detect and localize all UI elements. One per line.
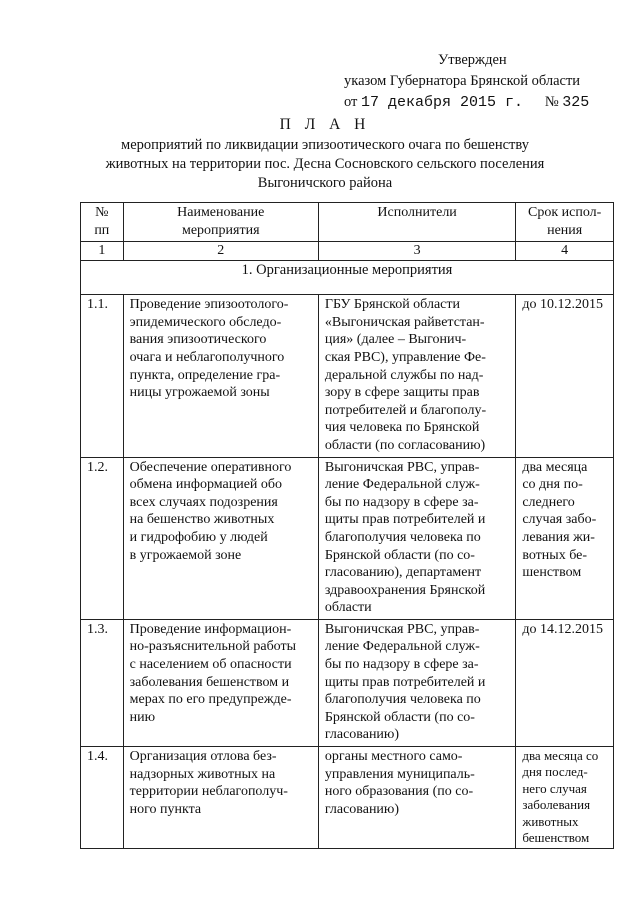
header-num: № пп (81, 203, 124, 242)
approval-line-decree: указом Губернатора Брянской области (344, 73, 581, 89)
table-row (81, 619, 614, 746)
row-name: Организация отлова без- надзорных животных на территории неблагополуч- ного пункта (123, 747, 318, 849)
title-line-3: Выгоничского района (257, 175, 393, 191)
table-row (81, 457, 614, 619)
title-heading: П Л А Н (279, 116, 371, 133)
column-index-3: 3 (318, 242, 515, 261)
row-name: Обеспечение оперативного обмена информацией обо всех случаях подозрения на бешенство животных и гидрофобию у людей в угрожаемой зоне (123, 457, 318, 619)
column-index-1: 1 (81, 242, 124, 261)
header-name: Наименование мероприятия (123, 203, 318, 242)
approval-number: 325 (562, 94, 590, 111)
row-name: Проведение эпизоотолого- эпидемического обследо- вания эпизоотического очага и неблагополучного пункта, определение гра- ницы угрожаемой зоны (123, 295, 318, 457)
row-exec: органы местного само- управления муниципаль- ного образования (по со- гласованию) (318, 747, 515, 849)
row-exec: Выгоничская РВС, управ- ление Федеральной служ- бы по надзору в сфере за- щиты прав потребителей и благополучия человека по Брянской области (по со- гласованию), департамент здравоохранения Брянской области (318, 457, 515, 619)
approval-block (344, 50, 614, 113)
column-index-4: 4 (516, 242, 614, 261)
row-name: Проведение информацион- но-разъяснительной работы с населением об опасности заболевания бешенством и мерах по его предупрежде- нию (123, 619, 318, 746)
row-num: 1.3. (81, 619, 124, 746)
row-term: до 14.12.2015 (516, 619, 614, 746)
approval-prefix: от (344, 94, 358, 110)
row-term: до 10.12.2015 (516, 295, 614, 457)
row-num: 1.4. (81, 747, 124, 849)
row-exec: ГБУ Брянской области «Выгоничская райветстан- ция» (далее – Выгонич- ская РВС), управление Фе- деральной службы по над- зору в сфере защиты прав потребителей и благополу- чия человека по Брянской области (по согласованию) (318, 295, 515, 457)
title-line-1: мероприятий по ликвидации эпизоотического очага по бешенству (121, 137, 529, 153)
row-term: два месяца со дня по- следнего случая забо- левания жи- вотных бе- шенством (516, 457, 614, 619)
title-line-2: животных на территории пос. Десна Сосновского сельского поселения (105, 156, 545, 172)
column-index-row (81, 242, 614, 261)
section-row (81, 261, 614, 295)
header-exec: Исполнители (318, 203, 515, 242)
row-num: 1.2. (81, 457, 124, 619)
approval-line-date (344, 92, 614, 113)
table-row (81, 295, 614, 457)
approval-line-approved: Утвержден (438, 52, 507, 68)
plan-table (80, 202, 614, 849)
row-exec: Выгоничская РВС, управ- ление Федеральной служ- бы по надзору в сфере за- щиты прав потребителей и благополучия человека по Брянской области (по со- гласованию) (318, 619, 515, 746)
approval-date: 17 декабря 2015 г. (361, 94, 524, 111)
document-title (60, 114, 590, 193)
table-row (81, 747, 614, 849)
approval-number-label: № (544, 94, 559, 110)
section-title: 1. Организационные мероприятия (81, 261, 614, 295)
row-term: два месяца со дня послед- него случая заболевания животных бешенством (516, 747, 614, 849)
table-header-row (81, 203, 614, 242)
column-index-2: 2 (123, 242, 318, 261)
row-num: 1.1. (81, 295, 124, 457)
header-term: Срок испол- нения (516, 203, 614, 242)
